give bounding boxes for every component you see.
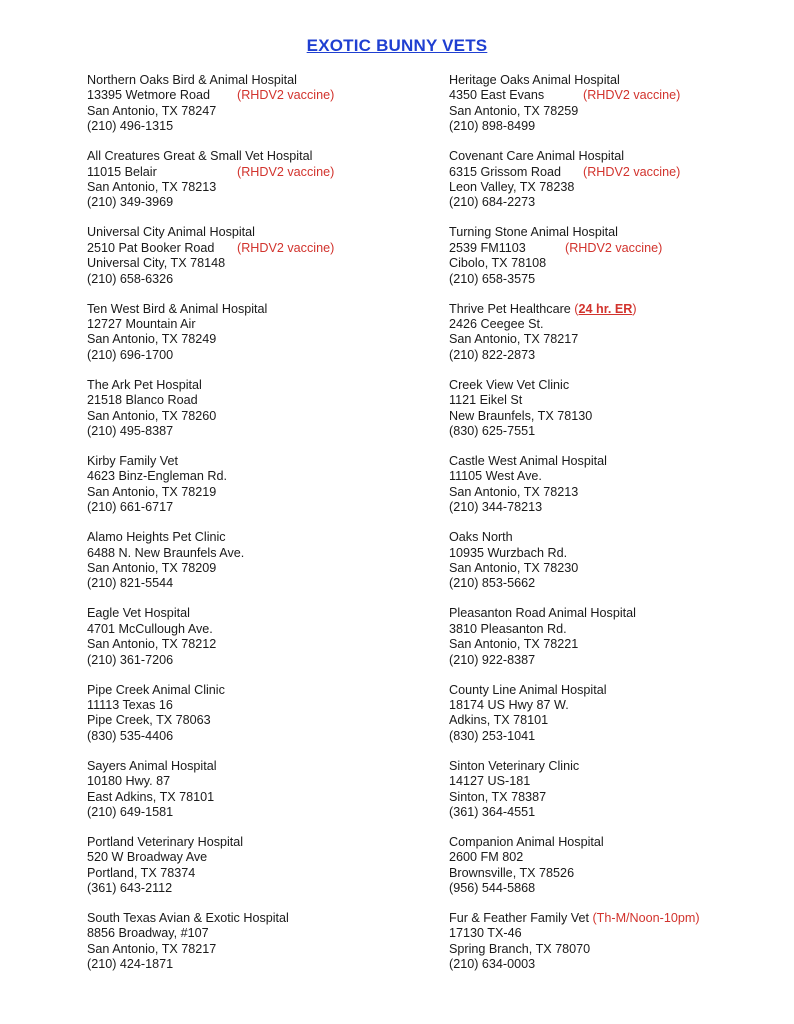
vet-city: Pipe Creek, TX 78063 xyxy=(87,713,211,728)
vet-city: Brownsville, TX 78526 xyxy=(449,865,575,880)
er-note-open: ( xyxy=(570,301,579,316)
vet-address: 17130 TX-46 xyxy=(449,926,522,941)
page-title: EXOTIC BUNNY VETS xyxy=(306,36,488,55)
vet-name: South Texas Avian & Exotic Hospital xyxy=(87,911,289,926)
vet-name: Pleasanton Road Animal Hospital xyxy=(449,606,636,621)
vet-entry-south-texas-avian xyxy=(87,911,427,987)
vet-phone: (956) 544-5868 xyxy=(449,881,536,896)
vet-entry-all-creatures xyxy=(87,149,427,225)
vet-city: San Antonio, TX 78212 xyxy=(87,637,217,652)
vet-phone: (210) 853-5662 xyxy=(449,576,536,591)
rhdv2-vaccine-note: (RHDV2 vaccine) xyxy=(237,88,335,103)
vet-phone: (210) 649-1581 xyxy=(87,804,174,819)
vet-city: Cibolo, TX 78108 xyxy=(449,256,547,271)
vet-entry-northern-oaks xyxy=(87,73,427,149)
vet-name: Sinton Veterinary Clinic xyxy=(449,758,580,773)
vet-phone: (210) 634-0003 xyxy=(449,957,536,972)
vet-name: Alamo Heights Pet Clinic xyxy=(87,530,226,545)
vet-name: Pipe Creek Animal Clinic xyxy=(87,682,225,697)
vet-name: Heritage Oaks Animal Hospital xyxy=(449,73,620,87)
vet-city: San Antonio, TX 78217 xyxy=(87,941,217,956)
vet-phone: (210) 922-8387 xyxy=(449,652,536,667)
vet-phone: (210) 361-7206 xyxy=(87,652,174,667)
vet-phone: (361) 643-2112 xyxy=(87,881,173,896)
vet-address: 6488 N. New Braunfels Ave. xyxy=(87,545,245,560)
rhdv2-vaccine-note: (RHDV2 vaccine) xyxy=(237,240,335,255)
vet-city: Sinton, TX 78387 xyxy=(449,789,547,804)
vet-name: Companion Animal Hospital xyxy=(449,834,604,849)
vet-phone: (210) 349-3969 xyxy=(87,195,174,210)
vet-name: Universal City Animal Hospital xyxy=(87,225,255,240)
vet-entry-ten-west xyxy=(87,302,427,378)
vet-city: Portland, TX 78374 xyxy=(87,865,196,880)
vet-address: 8856 Broadway, #107 xyxy=(87,926,209,941)
vet-entry-alamo-heights xyxy=(87,530,427,606)
vet-name: Sayers Animal Hospital xyxy=(87,758,217,773)
vet-address: 11105 West Ave. xyxy=(449,469,542,484)
vet-entry-ark xyxy=(87,378,427,454)
vet-phone: (210) 658-6326 xyxy=(87,271,174,286)
vet-entry-county-line xyxy=(449,683,789,759)
vet-name: Portland Veterinary Hospital xyxy=(87,834,244,849)
vet-address: 4701 McCullough Ave. xyxy=(87,621,213,636)
hours-note: (Th-M/Noon-10pm) xyxy=(592,911,700,926)
vet-city: Universal City, TX 78148 xyxy=(87,256,226,271)
vet-name: Kirby Family Vet xyxy=(87,453,178,468)
vet-address: 1121 Eikel St xyxy=(449,393,523,408)
vet-city: East Adkins, TX 78101 xyxy=(87,789,215,804)
vet-city: New Braunfels, TX 78130 xyxy=(449,408,593,423)
vet-address: 2426 Ceegee St. xyxy=(449,316,544,331)
vet-address: 10180 Hwy. 87 xyxy=(87,774,171,789)
vet-city: San Antonio, TX 78209 xyxy=(87,560,217,575)
vet-phone: (830) 625-7551 xyxy=(449,423,536,438)
rhdv2-vaccine-note: (RHDV2 vaccine) xyxy=(583,164,681,179)
vet-phone: (210) 344-78213 xyxy=(449,500,543,515)
vet-phone: (830) 253-1041 xyxy=(449,728,536,743)
vet-phone: (210) 821-5544 xyxy=(87,576,174,591)
rhdv2-vaccine-note: (RHDV2 vaccine) xyxy=(237,164,335,179)
vet-entry-sinton xyxy=(449,759,789,835)
vet-entry-companion xyxy=(449,835,789,911)
vet-entry-creek-view xyxy=(449,378,789,454)
vet-entry-thrive xyxy=(449,302,789,378)
vet-name: Creek View Vet Clinic xyxy=(449,377,570,392)
rhdv2-vaccine-note: (RHDV2 vaccine) xyxy=(583,88,681,103)
vet-address: 4623 Binz-Engleman Rd. xyxy=(87,469,228,484)
vet-phone: (210) 822-2873 xyxy=(449,347,536,362)
vet-entry-oaks-north xyxy=(449,530,789,606)
vet-city: San Antonio, TX 78247 xyxy=(87,103,217,118)
vet-phone: (361) 364-4551 xyxy=(449,804,536,819)
vet-name: All Creatures Great & Small Vet Hospital xyxy=(87,149,313,164)
vet-name: Oaks North xyxy=(449,530,513,545)
vet-name: Fur & Feather Family Vet xyxy=(449,911,589,926)
vet-address: 10935 Wurzbach Rd. xyxy=(449,545,568,560)
vet-address: 11015 Belair xyxy=(87,164,157,179)
vet-name: The Ark Pet Hospital xyxy=(87,377,202,392)
vet-entry-heritage-oaks xyxy=(449,73,789,149)
vet-entry-portland xyxy=(87,835,427,911)
vet-name: Ten West Bird & Animal Hospital xyxy=(87,301,268,316)
vet-address: 21518 Blanco Road xyxy=(87,393,198,408)
vet-address: 13395 Wetmore Road xyxy=(87,88,210,103)
24hr-er-link[interactable]: 24 hr. ER xyxy=(578,301,633,316)
vet-entry-kirby xyxy=(87,454,427,530)
vet-address: 2600 FM 802 xyxy=(449,850,524,865)
vet-address: 6315 Grissom Road xyxy=(449,164,561,179)
vet-city: San Antonio, TX 78249 xyxy=(87,332,217,347)
vet-name: Thrive Pet Healthcare xyxy=(449,301,571,316)
vet-entry-universal-city xyxy=(87,225,427,301)
vet-address: 11113 Texas 16 xyxy=(87,697,173,712)
vet-address: 14127 US-181 xyxy=(449,774,531,789)
vet-name: Northern Oaks Bird & Animal Hospital xyxy=(87,73,297,87)
vet-phone: (210) 696-1700 xyxy=(87,347,174,362)
vet-city: San Antonio, TX 78219 xyxy=(87,484,217,499)
left-column xyxy=(87,73,427,987)
right-column xyxy=(449,73,789,987)
vet-phone: (210) 684-2273 xyxy=(449,195,536,210)
vet-entry-covenant-care xyxy=(449,149,789,225)
vet-phone: (210) 424-1871 xyxy=(87,957,174,972)
vet-entry-castle-west xyxy=(449,454,789,530)
vet-phone: (210) 658-3575 xyxy=(449,271,536,286)
vet-city: San Antonio, TX 78213 xyxy=(449,484,579,499)
vet-address: 2510 Pat Booker Road xyxy=(87,240,215,255)
vet-city: Leon Valley, TX 78238 xyxy=(449,180,575,194)
vet-city: San Antonio, TX 78260 xyxy=(87,408,217,423)
vet-phone: (830) 535-4406 xyxy=(87,728,174,743)
vet-phone: (210) 495-8387 xyxy=(87,423,174,438)
vet-name: Turning Stone Animal Hospital xyxy=(449,225,618,240)
vet-city: San Antonio, TX 78259 xyxy=(449,103,579,118)
vet-address: 18174 US Hwy 87 W. xyxy=(449,697,569,712)
vet-phone: (210) 898-8499 xyxy=(449,119,536,134)
vet-city: San Antonio, TX 78230 xyxy=(449,560,579,575)
rhdv2-vaccine-note: (RHDV2 vaccine) xyxy=(565,240,663,255)
vet-name: Eagle Vet Hospital xyxy=(87,606,190,621)
vet-address: 12727 Mountain Air xyxy=(87,316,196,331)
vet-city: Adkins, TX 78101 xyxy=(449,713,549,728)
vet-address: 3810 Pleasanton Rd. xyxy=(449,621,567,636)
vet-address: 2539 FM1103 xyxy=(449,240,526,255)
er-note-close: ) xyxy=(632,301,637,316)
vet-entry-turning-stone xyxy=(449,225,789,301)
vet-entry-pleasanton-road xyxy=(449,606,789,682)
vet-address: 4350 East Evans xyxy=(449,88,545,103)
vet-name: Covenant Care Animal Hospital xyxy=(449,149,625,164)
vet-entry-pipe-creek xyxy=(87,683,427,759)
vet-address: 520 W Broadway Ave xyxy=(87,850,208,865)
vet-city: San Antonio, TX 78213 xyxy=(87,180,217,194)
vet-name: Castle West Animal Hospital xyxy=(449,453,607,468)
vet-city: San Antonio, TX 78217 xyxy=(449,332,579,347)
vet-phone: (210) 661-6717 xyxy=(87,500,174,515)
vet-name: County Line Animal Hospital xyxy=(449,682,607,697)
vet-city: San Antonio, TX 78221 xyxy=(449,637,579,652)
vet-entry-sayers xyxy=(87,759,427,835)
vet-city: Spring Branch, TX 78070 xyxy=(449,941,591,956)
vet-phone: (210) 496-1315 xyxy=(87,119,174,134)
vet-entry-eagle xyxy=(87,606,427,682)
vet-entry-fur-feather xyxy=(449,911,789,987)
